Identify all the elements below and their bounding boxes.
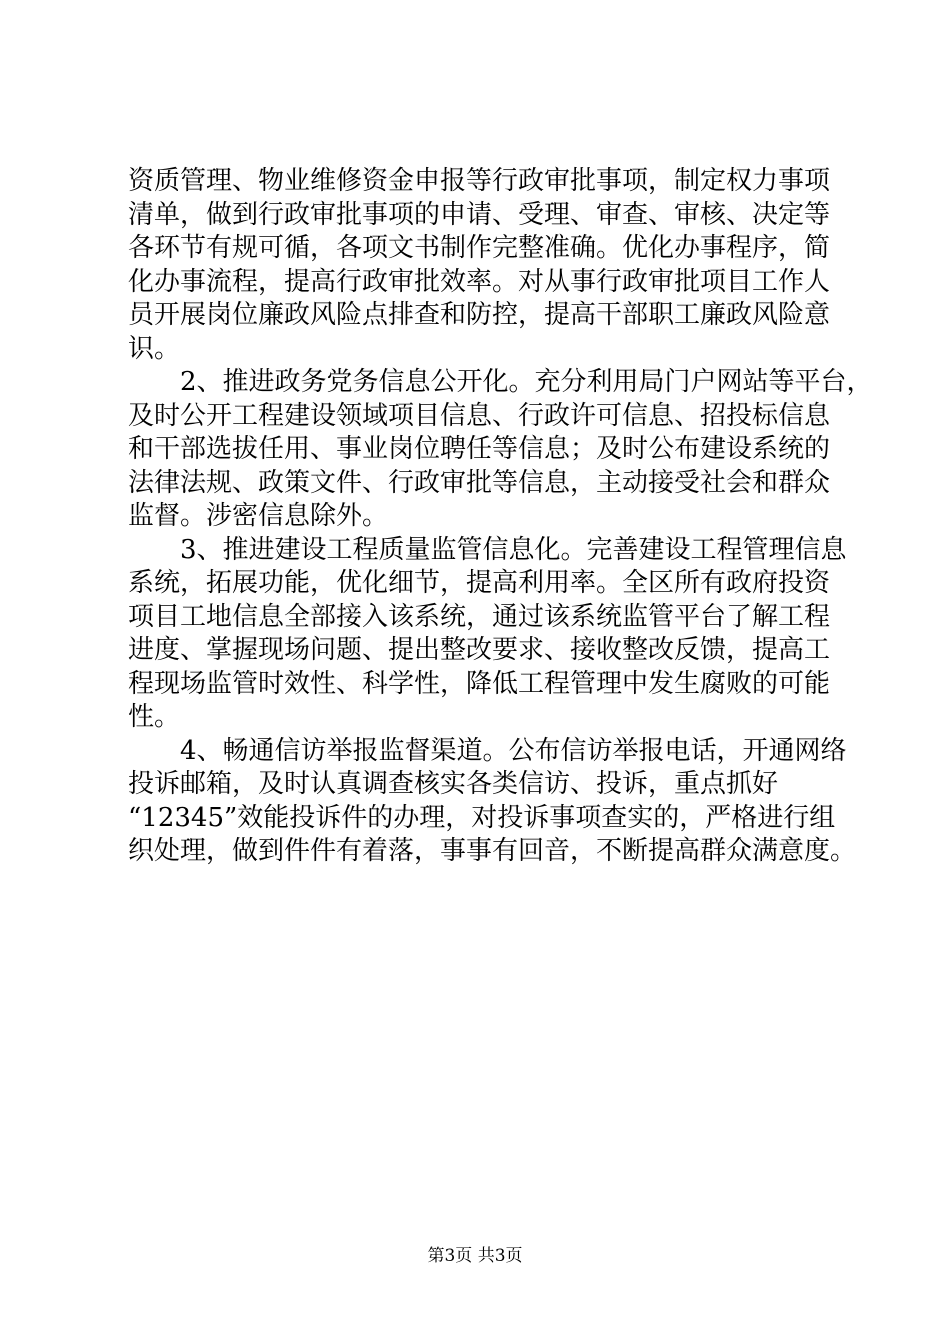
text-line: 项目工地信息全部接入该系统，通过该系统监管平台了解工程 [128, 601, 831, 632]
text-line: 资质管理、物业维修资金申报等行政审批事项，制定权力事项 [128, 166, 831, 196]
text-line: “12345”效能投诉件的办理，对投诉事项查实的，严格进行组 [128, 802, 836, 833]
text-line: 性。 [128, 702, 181, 732]
text-line: 识。 [128, 333, 181, 364]
text-line: 及时公开工程建设领域项目信息、行政许可信息、招投标信息 [128, 400, 831, 431]
document-body [128, 165, 873, 869]
text-line: 清单，做到行政审批事项的申请、受理、审查、审核、决定等 [128, 199, 831, 230]
text-line: 监督。涉密信息除外。 [128, 501, 389, 531]
paragraph-3-first-line: 3、推进建设工程质量监管信息化。完善建设工程管理信息 [180, 534, 847, 565]
text-line: 进度、掌握现场问题、提出整改要求、接收整改反馈，提高工 [128, 635, 831, 665]
text-line: 各环节有规可循，各项文书制作完整准确。优化办事程序，简 [128, 233, 831, 263]
page-number-footer: 第3页 共3页 [427, 1246, 523, 1266]
paragraph-2-first-line: 2、推进政务党务信息公开化。充分利用局门户网站等平台， [180, 367, 873, 397]
paragraph-4-first-line: 4、畅通信访举报监督渠道。公布信访举报电话，开通网络 [180, 735, 847, 766]
text-line: 系统，拓展功能，优化细节，提高利用率。全区所有政府投资 [128, 568, 831, 598]
text-line: 程现场监管时效性、科学性，降低工程管理中发生腐败的可能 [128, 668, 831, 699]
text-line: 员开展岗位廉政风险点排查和防控，提高干部职工廉政风险意 [128, 300, 831, 330]
text-line: 织处理，做到件件有着落，事事有回音，不断提高群众满意度。 [128, 836, 857, 866]
text-line: 投诉邮箱，及时认真调查核实各类信访、投诉，重点抓好 [128, 769, 779, 799]
text-line: 和干部选拔任用、事业岗位聘任等信息；及时公布建设系统的 [128, 434, 831, 464]
text-line: 化办事流程，提高行政审批效率。对从事行政审批项目工作人 [128, 266, 831, 297]
text-line: 法律法规、政策文件、行政审批等信息，主动接受社会和群众 [128, 467, 831, 498]
